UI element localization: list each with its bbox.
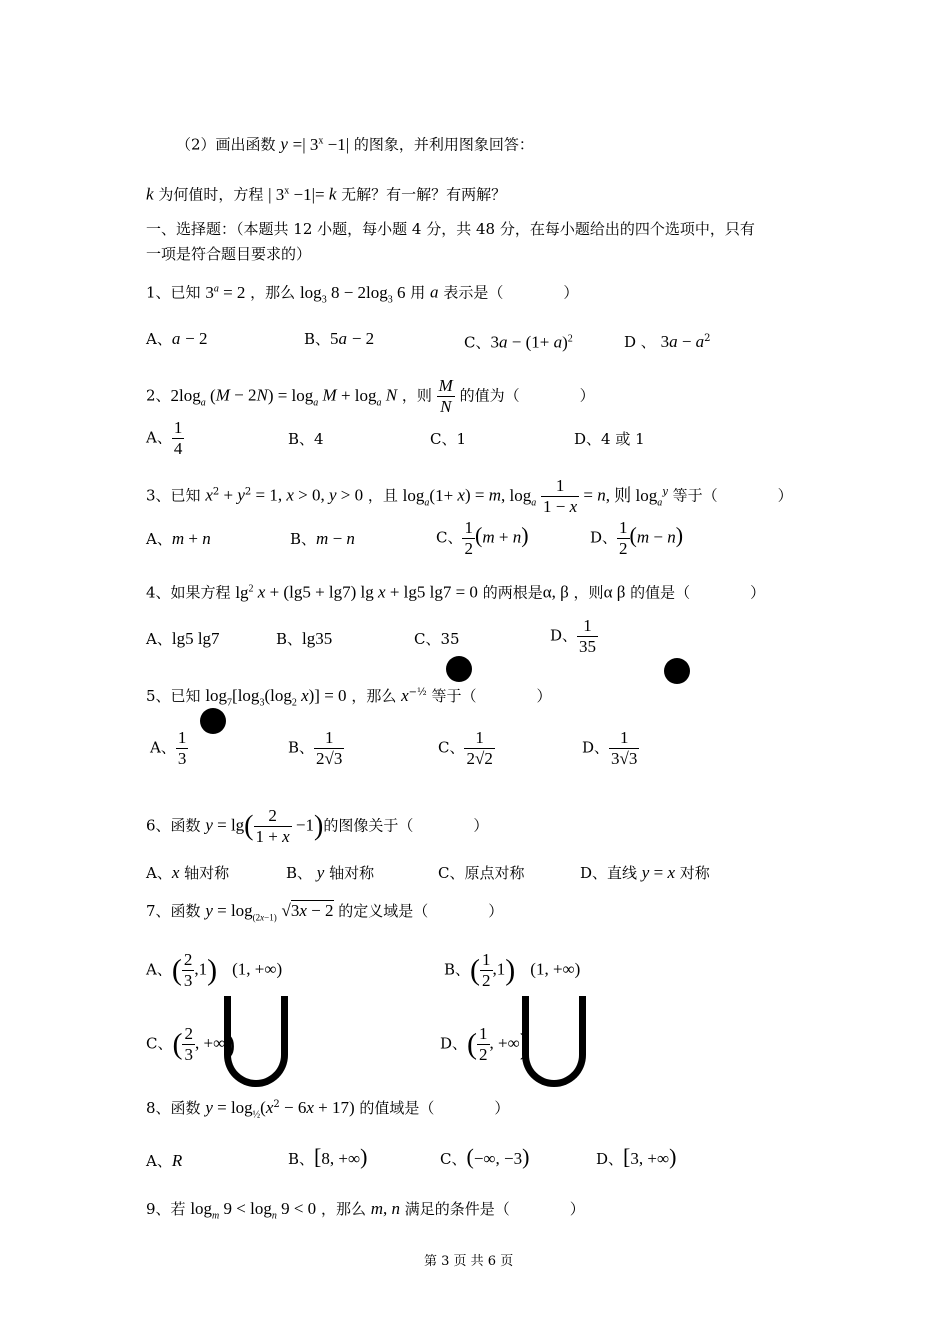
q4-option-b: B、lg35	[276, 629, 333, 648]
q1-option-a: A、a − 2	[146, 329, 208, 348]
part2-line1: （2）画出函数 y =| $3^x -1|$ 的图象，并利用图象回答：	[176, 134, 534, 154]
q4-option-d: D、 $\frac{1}{35}$	[550, 616, 597, 656]
q3-option-b: B、m − n	[290, 529, 355, 548]
section-heading-line2: 一项是符合题目要求的）	[146, 245, 312, 263]
q8-option-c: C、(−∞, −3)	[440, 1144, 530, 1169]
question-9-stem: 9、若 $\log_m 9 < \log_n 9 < 0$ ，那么 m, n 满足的条件是（ ）	[146, 1199, 585, 1222]
q5-option-c: C、 $\frac{1}{2√2}$	[438, 728, 493, 768]
q7-option-b: B、( $\frac{1}{2}$ ,1) (1, +∞)	[444, 950, 581, 990]
union-symbol-a	[224, 996, 288, 1087]
q1-option-d: D 、 $3a - a^2$	[624, 332, 711, 351]
q2-option-b: B、4	[288, 430, 324, 448]
question-2-stem: 2、$2\log_a$ $(M - 2N) = \log_a M + \log_a N$ ，则 $\frac{M}{N}$ 的值为（ ）	[146, 376, 595, 416]
q3-option-c: C、 $\frac{1}{2}$ (m + n)	[436, 518, 529, 558]
q1-option-b: B、5a − 2	[304, 329, 375, 348]
ink-blot-3	[200, 708, 226, 734]
q2-option-d: D、4 或 1	[574, 430, 645, 448]
q6-option-d: D、直线 y = x 对称	[580, 863, 710, 882]
question-8-stem: 8、函数 $y = \log_{\frac{1}{2}}(x^2 - 6x + 17)$ 的值域是（ ）	[146, 1098, 510, 1121]
q1-option-c: C、$3a - (1+ a)^2$	[464, 332, 573, 352]
q6-option-a: A、x 轴对称	[146, 863, 230, 882]
q5-option-b: B、 $\frac{1}{2√3}$	[288, 728, 343, 768]
q4-option-c: C、35	[414, 630, 460, 648]
q8-option-a: A、R	[146, 1151, 183, 1170]
part2-line2: k 为何值时，方程 | $3^x -1|= k$ 无解？有一解？有两解？	[146, 184, 507, 204]
q3-option-d: D、 $\frac{1}{2}$ (m − n)	[590, 518, 684, 558]
q2-option-c: C、1	[430, 430, 467, 448]
question-7-stem: 7、函数 $y = \log_{(2x-1)} √3x - 2$ 的定义域是（ ）	[146, 901, 504, 923]
q8-option-d: D、[3, +∞)	[596, 1144, 677, 1169]
question-1-stem: 1、已知 $3^a = 2$ ，那么 $\log_3 8 - 2\log_3$ 6 用 a 表示是（ ）	[146, 282, 579, 306]
question-6-stem: 6、函数 y = lg( $\frac{2}{1 + x}$ −1)的图像关于（ ）	[146, 806, 489, 846]
union-symbol-b	[522, 996, 586, 1087]
question-4-stem: 4、如果方程 $\lg^2 x + (\lg 5 + \lg 7)$ lg x + lg5 lg7 = 0 的两根是α, β ，则α β 的值是（ ）	[146, 582, 766, 602]
q5-option-d: D、 $\frac{1}{3√3}$	[582, 728, 638, 768]
ink-blot-2	[664, 658, 690, 684]
question-5-stem: 5、已知 $\log_7[\log_3(\log_2$ x)] = 0 ，那么 $x^{-\frac{1}{2}}$ 等于（ ）	[146, 686, 552, 709]
q3-option-a: A、m + n	[146, 529, 211, 548]
section-heading-line1: 一、选择题：（本题共 12 小题，每小题 4 分，共 48 分，在每小题给出的四个选项中，只有	[146, 220, 755, 238]
q7-option-d: D、( $\frac{1}{2}$ , +∞)	[440, 1024, 530, 1064]
q5-option-a: A、 $\frac{1}{3}$	[150, 728, 187, 768]
q4-option-a: A、lg5 lg7	[146, 629, 220, 648]
question-3-stem: 3、已知 $x^2 + y^2 = 1$, x > 0, y > 0 ，且 $\log_a(1+ x) = m$, $\log_a$ $\frac{1}{1 - x}$ = n, 则 $\log_a^y$ 等于（ ）	[146, 476, 793, 516]
page-footer: 第 3 页 共 6 页	[424, 1254, 514, 1269]
q2-option-a: A、 $\frac{1}{4}$	[146, 418, 183, 458]
q7-option-a: A、( $\frac{2}{3}$ ,1) (1, +∞)	[146, 950, 283, 990]
q7-option-c: C、( $\frac{2}{3}$ , +∞)	[146, 1024, 236, 1064]
q6-option-b: B、 y 轴对称	[286, 863, 375, 882]
ink-blot-1	[446, 656, 472, 682]
q6-option-c: C、原点对称	[438, 864, 525, 882]
q8-option-b: B、[8, +∞)	[288, 1144, 368, 1169]
